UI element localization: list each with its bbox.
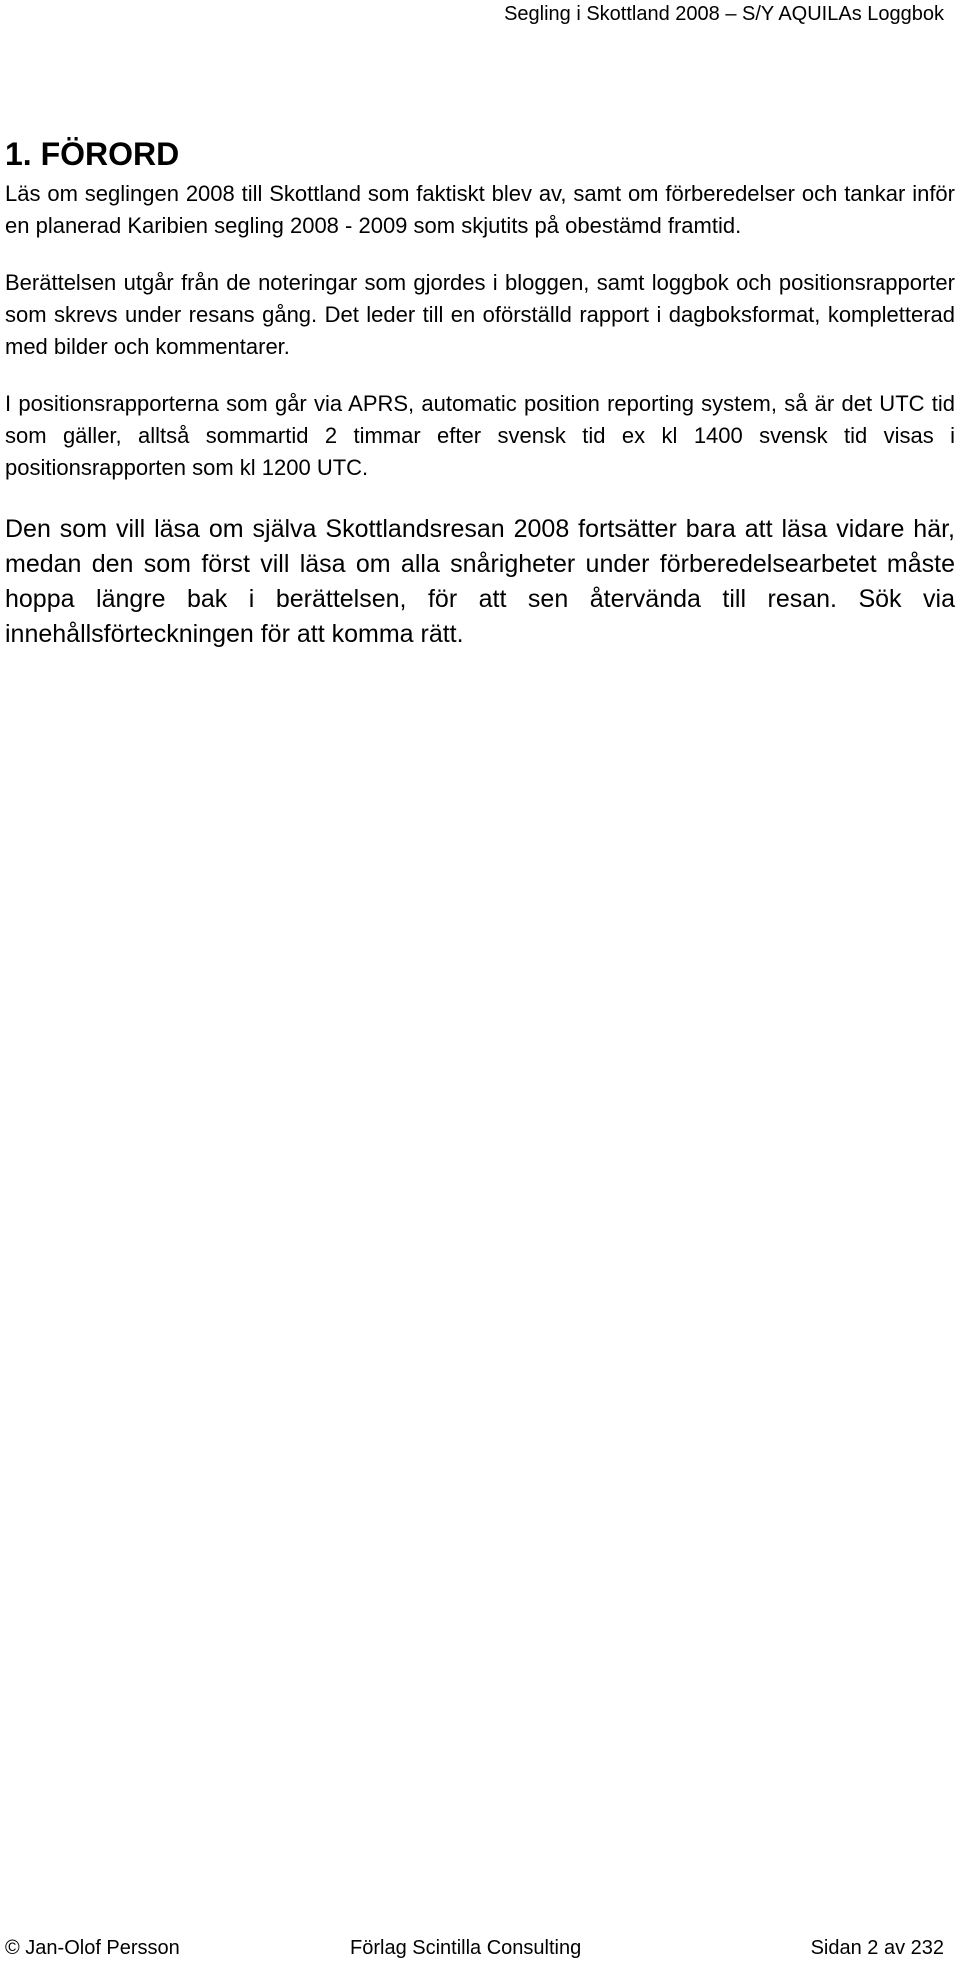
footer-author: © Jan-Olof Persson	[5, 1937, 180, 1959]
paragraph-aprs: I positionsrapporterna som går via APRS, automatic position reporting system, så är det UTC tid som gäller, alltså sommartid 2 timmar efter svensk tid ex kl 1400 svensk tid visas i positionsrapporten som kl 1200 UTC.	[5, 391, 955, 480]
chapter-title: 1. FÖRORD	[5, 136, 180, 172]
chapter-content	[5, 134, 955, 652]
running-header: Segling i Skottland 2008 – S/Y AQUILAs Loggbok	[504, 3, 944, 25]
running-footer	[5, 1934, 944, 1962]
paragraph-reading-guide: Den som vill läsa om själva Skottlandsresan 2008 fortsätter bara att läsa vidare här, medan den som först vill läsa om alla snårigheter under förberedelsearbetet måste hoppa längre bak i berättelsen, för att sen återvända till resan. Sök via innehållsförteckningen för att komma rätt.	[5, 515, 955, 648]
footer-page-number: Sidan 2 av 232	[810, 1937, 944, 1959]
footer-publisher: Förlag Scintilla Consulting	[350, 1937, 582, 1959]
paragraph-sources: Berättelsen utgår från de noteringar som gjordes i bloggen, samt loggbok och positionsrapporter som skrevs under resans gång. Det leder till en oförställd rapport i dagboksformat, kompletterad med bilder och kommentarer.	[5, 270, 955, 359]
paragraph-intro: Läs om seglingen 2008 till Skottland som faktiskt blev av, samt om förberedelser och tankar inför en planerad Karibien segling 2008 - 2009 som skjutits på obestämd framtid.	[5, 181, 955, 238]
